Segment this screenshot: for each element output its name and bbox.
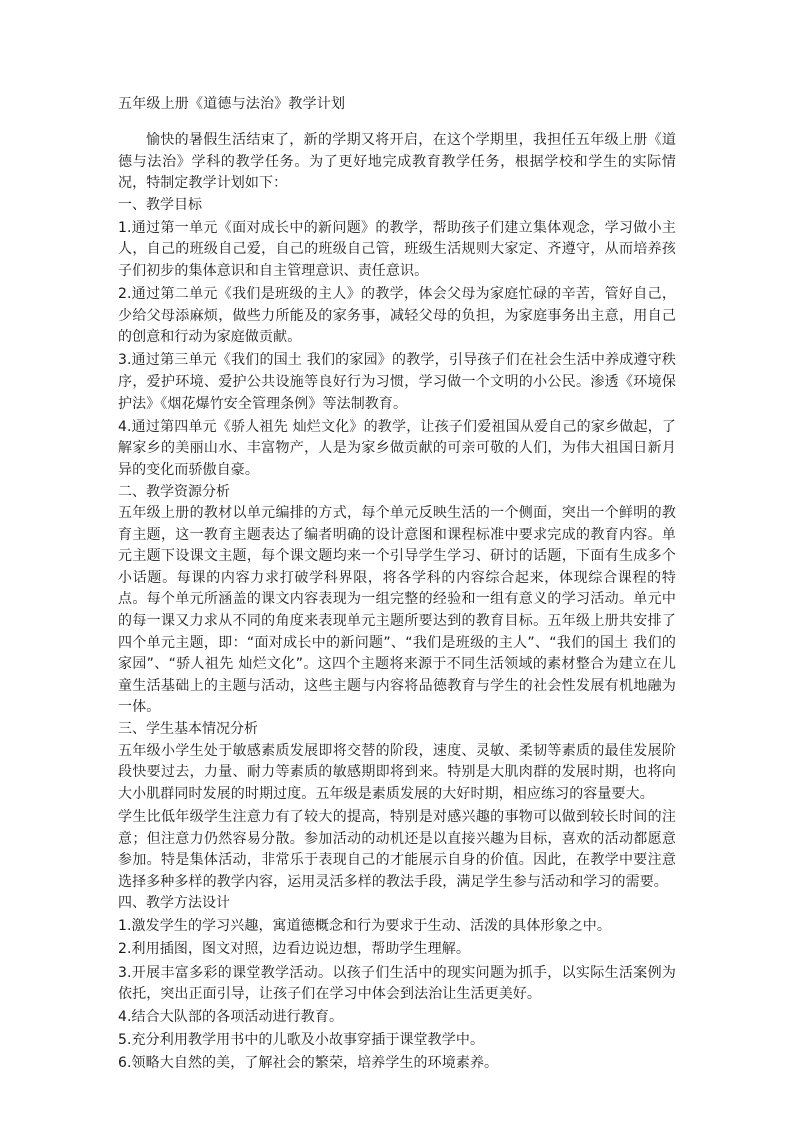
section-teaching-methods <box>118 893 676 1075</box>
method-item-6: 6.领略大自然的美，了解社会的繁荣，培养学生的环境素养。 <box>118 1055 499 1072</box>
goal-item-3: 3.通过第三单元《我们的国土 我们的家园》的教学，引导孩子们在社会生活中养成遵守秩序，爱护环境、爱护公共设施等良好行为习惯，学习做一个文明的小公民。渗透《环境保护法》《烟花爆竹安全管理条例》等法制教育。 <box>118 352 676 412</box>
method-item-3: 3.开展丰富多彩的课堂教学活动。以孩子们生活中的现实问题为抓手，以实际生活案例为依托，突出正面引导，让孩子们在学习中体会到法治让生活更美好。 <box>118 964 676 1003</box>
method-item-4: 4.结合大队部的各项活动进行教育。 <box>118 1009 344 1026</box>
section-heading: 四、教学方法设计 <box>118 895 230 912</box>
section-student-analysis <box>118 719 676 893</box>
student-analysis-paragraph-2: 学生比低年级学生注意力有了较大的提高，特别是对感兴趣的事物可以做到较长时间的注意；但注意力仍然容易分散。参加活动的动机还是以直接兴趣为目标，喜欢的活动都愿意参加。特是集体活动，非常乐于表现自己的才能展示自身的价值。因此，在教学中要注意选择多种多样的教学内容，运用灵活多样的教法手段，满足学生参与活动和学习的需要。 <box>118 808 676 890</box>
method-item-5: 5.充分利用教学用书中的儿歌及小故事穿插于课堂教学中。 <box>118 1032 485 1049</box>
student-analysis-paragraph-1: 五年级小学生处于敏感素质发展即将交替的阶段，速度、灵敏、柔韧等素质的最佳发展阶段快要过去，力量、耐力等素质的敏感期即将到来。特别是大肌肉群的发展时期，也将向大小肌群同时发展的时期过度。五年级是素质发展的大好时期，相应练习的容量要大。 <box>118 742 676 802</box>
section-heading: 二、教学资源分析 <box>118 483 230 500</box>
goal-item-1: 1.通过第一单元《面对成长中的新问题》的教学，帮助孩子们建立集体观念，学习做小主人，自己的班级自己爱，自己的班级自己管，班级生活规则大家定、齐遵守，从而培养孩子们初步的集体意识和自主管理意识、责任意识。 <box>118 219 676 280</box>
section-heading: 一、教学目标 <box>118 196 202 213</box>
section-resource-analysis <box>118 482 676 720</box>
section-heading: 三、学生基本情况分析 <box>118 721 258 738</box>
document-page <box>118 94 676 1075</box>
method-item-2: 2.利用插图，图文对照，边看边说边想，帮助学生理解。 <box>118 941 470 958</box>
resource-analysis-paragraph: 五年级上册的教材以单元编排的方式，每个单元反映生活的一个侧面，突出一个鲜明的教育主题，这一教育主题表达了编者明确的设计意图和课程标准中要求完成的教育内容。单元主题下设课文主题，每个课文题均来一个引导学生学习、研讨的话题，下面有生成多个小话题。每课的内容力求打破学科界限，将各学科的内容综合起来，体现综合课程的特点。每个单元所涵盖的课文内容表现为一组完整的经验和一组有意义的学习活动。单元中的每一课又力求从不同的角度来表现单元主题所要达到的教育目标。五年级上册共安排了四个单元主题，即：“面对成长中的新问题”、“我们是班级的主人”、“我们的国土 我们的家园”、“骄人祖先 灿烂文化”。这四个主题将来源于不同生活领域的素材整合为建立在儿童生活基础上的主题与活动，这些主题与内容将品德教育与学生的社会性发展有机地融为一体。 <box>118 505 676 716</box>
goal-item-2: 2.通过第二单元《我们是班级的主人》的教学，体会父母为家庭忙碌的辛苦，管好自己，少给父母添麻烦，做些力所能及的家务事，减轻父母的负担，为家庭事务出主意，用自己的创意和行动为家庭做贡献。 <box>118 286 676 346</box>
method-item-1: 1.激发学生的学习兴趣，寓道德概念和行为要求于生动、活泼的具体形象之中。 <box>118 918 611 935</box>
document-title: 五年级上册《道德与法治》教学计划 <box>118 96 346 112</box>
section-teaching-goals <box>118 195 676 482</box>
goal-item-4: 4.通过第四单元《骄人祖先 灿烂文化》的教学，让孩子们爱祖国从爱自己的家乡做起，了解家乡的美丽山水、丰富物产，人是为家乡做贡献的可亲可敬的人们，为伟大祖国日新月异的变化而骄傲自豪。 <box>118 418 676 478</box>
intro-paragraph: 愉快的暑假生活结束了，新的学期又将开启，在这个学期里，我担任五年级上册《道德与法治》学科的教学任务。为了更好地完成教育教学任务，根据学校和学生的实际情况，特制定教学计划如下： <box>118 132 676 192</box>
